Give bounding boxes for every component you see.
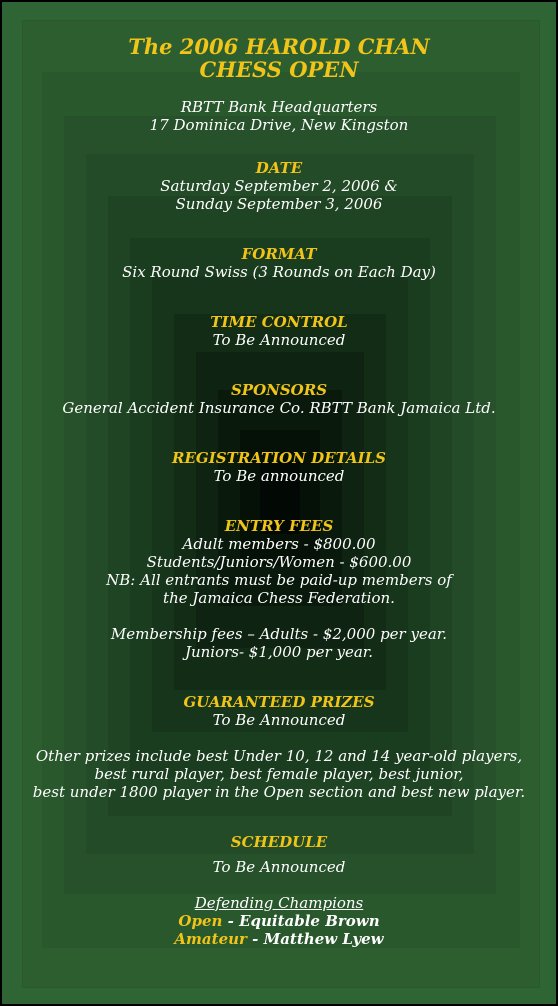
- format-line-1: Six Round Swiss (3 Rounds on Each Day): [122, 263, 436, 281]
- title-line-1: The 2006 HAROLD CHAN: [128, 34, 430, 59]
- sponsors-line-1: General Accident Insurance Co. RBTT Bank Jamaica Ltd.: [62, 399, 496, 417]
- champion-amateur-label: Amateur: [174, 930, 247, 948]
- registration-heading: REGISTRATION DETAILS: [172, 449, 386, 467]
- entry-fees-line-4: the Jamaica Chess Federation.: [163, 589, 395, 607]
- champion-open-label: Open: [178, 912, 223, 930]
- champion-open-name: - Equitable Brown: [222, 912, 380, 930]
- membership-fees-line-2: Juniors- $1,000 per year.: [184, 643, 374, 661]
- time-control-line-1: To Be Announced: [212, 331, 346, 349]
- registration-line-1: To Be announced: [213, 467, 345, 485]
- entry-fees-section: [2, 517, 556, 661]
- date-line-1: Saturday September 2, 2006 &: [160, 177, 398, 195]
- membership-fees-line-1: Membership fees – Adults - $2,000 per year.: [110, 625, 448, 643]
- schedule-line-1: To Be Announced: [212, 858, 346, 876]
- prizes-line-1: To Be Announced: [212, 711, 346, 729]
- champion-amateur-name: - Matthew Lyew: [246, 930, 384, 948]
- venue-line-1: RBTT Bank Headquarters: [180, 98, 378, 116]
- title-line-2: CHESS OPEN: [199, 57, 359, 82]
- format-heading: FORMAT: [241, 245, 317, 263]
- prizes-line-3: best rural player, best female player, best junior,: [94, 765, 464, 783]
- date-heading: DATE: [255, 159, 303, 177]
- date-line-2: Sunday September 3, 2006: [175, 195, 383, 213]
- venue: [2, 98, 556, 134]
- time-control-heading: TIME CONTROL: [210, 313, 348, 331]
- champion-open: [2, 912, 556, 930]
- event-title: [2, 35, 556, 81]
- entry-fees-heading: ENTRY FEES: [224, 517, 334, 535]
- prizes-line-2: Other prizes include best Under 10, 12 and 14 year-old players,: [35, 747, 523, 765]
- poster-content: [2, 2, 556, 948]
- sponsors-section: [2, 381, 556, 417]
- champions-section: [2, 894, 556, 948]
- champions-heading: Defending Champions: [194, 894, 364, 912]
- venue-line-2: 17 Dominica Drive, New Kingston: [149, 116, 409, 134]
- sponsors-heading: SPONSORS: [230, 381, 328, 399]
- date-section: [2, 159, 556, 213]
- registration-section: [2, 449, 556, 485]
- schedule-section: [2, 833, 556, 876]
- prizes-line-4: best under 1800 player in the Open section and best new player.: [32, 783, 526, 801]
- time-control-section: [2, 313, 556, 349]
- champion-amateur: [2, 930, 556, 948]
- prizes-heading: GUARANTEED PRIZES: [183, 693, 375, 711]
- entry-fees-line-2: Students/Juniors/Women - $600.00: [146, 553, 412, 571]
- prizes-section: [2, 693, 556, 801]
- format-section: [2, 245, 556, 281]
- schedule-heading: SCHEDULE: [230, 833, 328, 851]
- entry-fees-line-1: Adult members - $800.00: [182, 535, 376, 553]
- entry-fees-line-3: NB: All entrants must be paid-up members of: [106, 571, 452, 589]
